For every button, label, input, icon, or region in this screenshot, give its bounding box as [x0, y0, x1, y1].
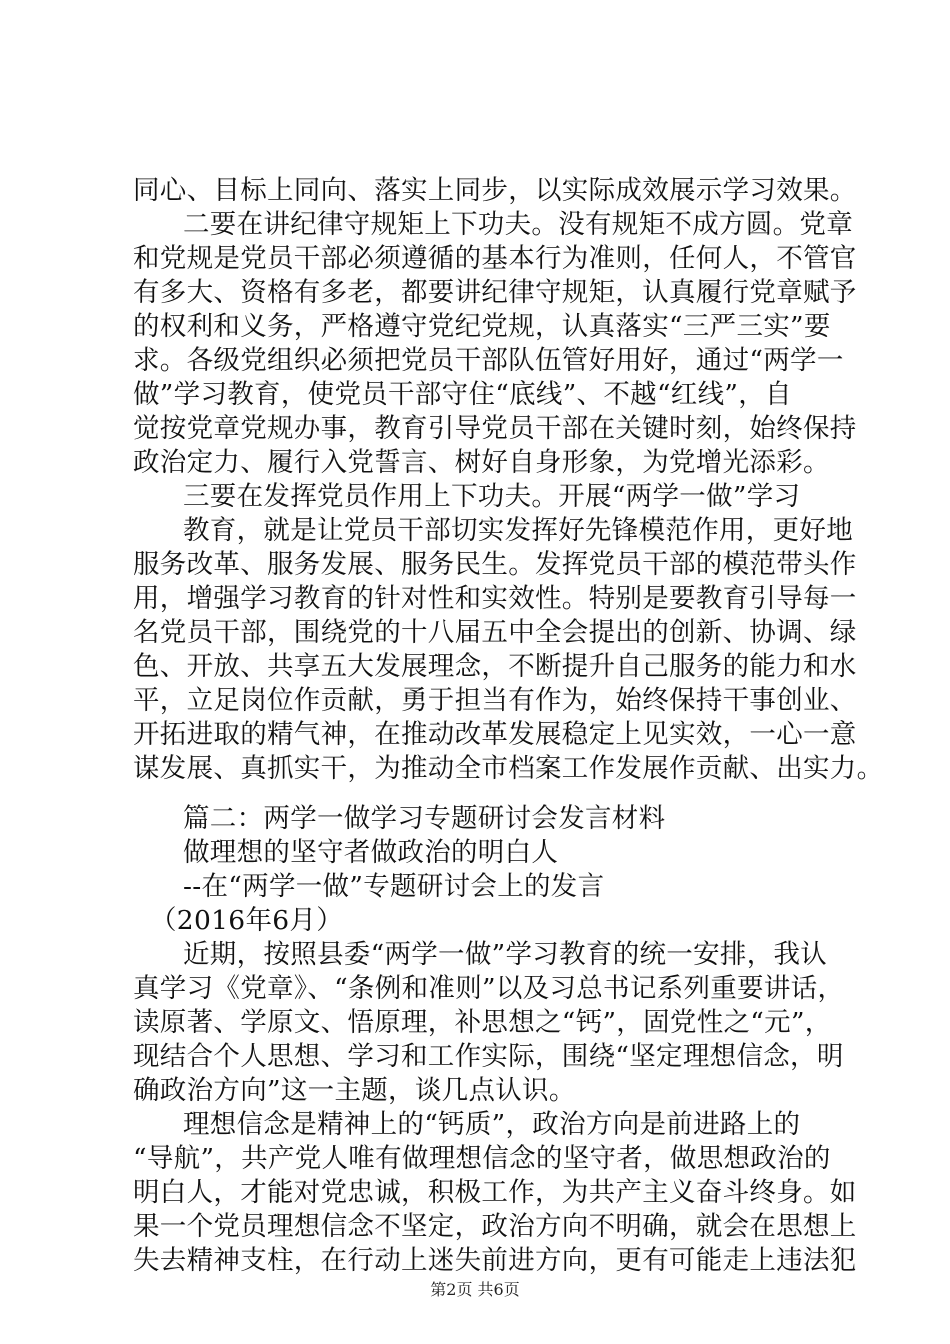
- text-line: 理想信念是精神上的“钙质”，政治方向是前进路上的: [183, 1109, 801, 1140]
- text-line: 和党规是党员干部必须遵循的基本行为准则，任何人，不管官: [133, 243, 857, 274]
- text-line: 平，立足岗位作贡献，勇于担当有作为，始终保持干事创业、: [133, 685, 857, 716]
- page-footer: 第2页 共6页: [430, 1280, 520, 1299]
- text-line: 谋发展、真抓实干，为推动全市档案工作发展作贡献、出实力。: [133, 753, 884, 784]
- text-line: 果一个党员理想信念不坚定，政治方向不明确，就会在思想上: [133, 1211, 857, 1242]
- text-line: 有多大、资格有多老，都要讲纪律守规矩，认真履行党章赋予: [133, 277, 857, 308]
- text-line: 的权利和义务，严格遵守党纪党规，认真落实“三严三实”要: [133, 311, 831, 342]
- speech-subtitle: --在“两学一做”专题研讨会上的发言: [183, 871, 605, 902]
- text-line: “导航”，共产党人唯有做理想信念的坚守者，做思想政治的: [133, 1143, 831, 1174]
- text-line: 读原著、学原文、悟原理，补思想之“钙”，固党性之“元”，: [133, 1007, 832, 1038]
- text-line: 做”学习教育，使党员干部守住“底线”、不越“红线”，自: [133, 379, 792, 410]
- text-line: 用，增强学习教育的针对性和实效性。特别是要教育引导每一: [133, 583, 857, 614]
- section-heading: 篇二：两学一做学习专题研讨会发言材料: [183, 803, 666, 834]
- text-line: 确政治方向”这一主题，谈几点认识。: [133, 1075, 576, 1106]
- text-line: 觉按党章党规办事，教育引导党员干部在关键时刻，始终保持: [133, 413, 857, 444]
- speech-title: 做理想的坚守者做政治的明白人: [183, 837, 559, 868]
- text-line: 近期，按照县委“两学一做”学习教育的统一安排，我认: [183, 939, 828, 970]
- text-line: 明白人，才能对党忠诚，积极工作，为共产主义奋斗终身。如: [133, 1177, 857, 1208]
- text-line: 三要在发挥党员作用上下功夫。开展“两学一做”学习: [183, 481, 801, 512]
- text-line: 同心、目标上同向、落实上同步，以实际成效展示学习效果。: [133, 175, 857, 206]
- text-line: 失去精神支柱，在行动上迷失前进方向，更有可能走上违法犯: [133, 1245, 857, 1276]
- speech-date: （2016年6月）: [150, 905, 344, 936]
- text-line: 开拓进取的精气神，在推动改革发展稳定上见实效，一心一意: [133, 719, 857, 750]
- text-line: 现结合个人思想、学习和工作实际，围绕“坚定理想信念，明: [133, 1041, 844, 1072]
- text-line: 二要在讲纪律守规矩上下功夫。没有规矩不成方圆。党章: [183, 209, 853, 240]
- text-line: 真学习《党章》、“条例和准则”以及习总书记系列重要讲话，: [133, 973, 845, 1004]
- text-line: 教育，就是让党员干部切实发挥好先锋模范作用，更好地: [183, 515, 853, 546]
- text-line: 服务改革、服务发展、服务民生。发挥党员干部的模范带头作: [133, 549, 857, 580]
- text-line: 色、开放、共享五大发展理念，不断提升自己服务的能力和水: [133, 651, 857, 682]
- text-line: 政治定力、履行入党誓言、树好自身形象，为党增光添彩。: [133, 447, 830, 478]
- text-line: 求。各级党组织必须把党员干部队伍管好用好，通过“两学一: [133, 345, 844, 376]
- text-line: 名党员干部，围绕党的十八届五中全会提出的创新、协调、绿: [133, 617, 857, 648]
